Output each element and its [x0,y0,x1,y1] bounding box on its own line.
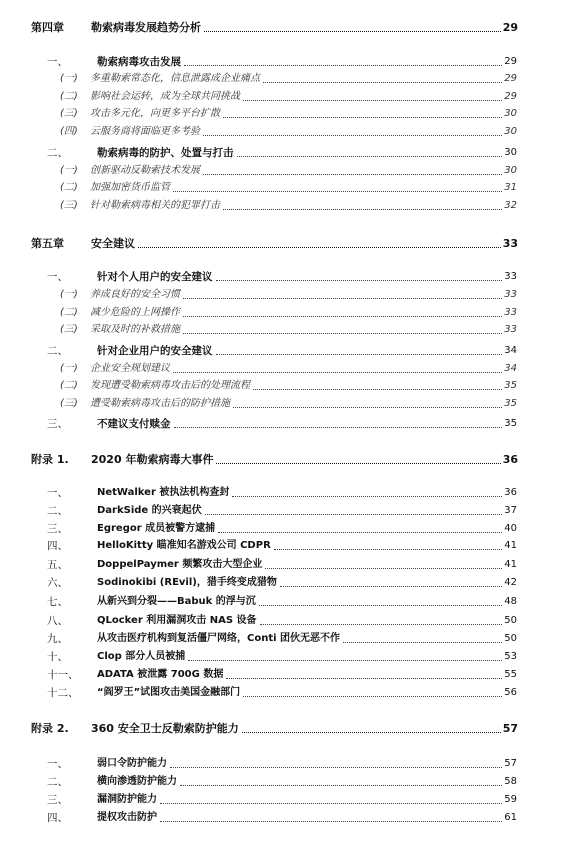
toc-entry-title: 勒索病毒的防护、处置与打击 [97,147,234,159]
toc-entry-title: 不建议支付赎金 [97,418,171,430]
toc-dot-leader [205,513,503,515]
toc-section-entry[interactable] [0,520,566,536]
toc-dot-leader [223,208,502,210]
toc-entry-title: 多重勒索常态化，信息泄露成企业痛点 [90,73,260,84]
toc-page-number: 31 [504,182,517,193]
toc-entry-title: 针对个人用户的安全建议 [97,271,213,283]
toc-dot-leader [280,585,502,587]
toc-dot-leader [203,134,502,136]
toc-page-number: 53 [504,651,517,662]
toc-entry-title: 减少危险的上网操作 [90,307,180,318]
toc-entry-number: 六、 [47,577,68,589]
toc-entry-title: 云服务商将面临更多考验 [90,126,200,137]
toc-entry-number: 二、 [47,147,68,159]
toc-entry-title: NetWalker 被执法机构查封 [97,487,230,498]
toc-page-number: 33 [504,324,517,335]
toc-chapter-entry[interactable] [0,720,566,736]
toc-dot-leader [237,155,503,157]
toc-subsection-entry[interactable] [0,88,566,104]
toc-subsection-entry[interactable] [0,179,566,195]
toc-entry-title: 企业安全规划建议 [90,363,170,374]
toc-section-entry[interactable] [0,268,566,284]
toc-dot-leader [160,820,502,822]
toc-dot-leader [233,406,502,408]
toc-entry-title: 提权攻击防护 [97,812,157,823]
toc-dot-leader [242,731,501,733]
toc-section-entry[interactable] [0,791,566,807]
toc-dot-leader [138,246,501,248]
toc-entry-number: 一、 [47,487,68,499]
toc-entry-title: HelloKitty 瞄准知名游戏公司 CDPR [97,540,271,551]
toc-entry-title: 遭受勒索病毒攻击后的防护措施 [90,398,230,409]
toc-section-entry[interactable] [0,484,566,500]
toc-page-number: 61 [504,812,517,823]
toc-entry-number: 十一、 [47,669,79,681]
toc-page-number: 36 [502,453,518,466]
toc-entry-title: DarkSide 的兴衰起伏 [97,505,202,516]
toc-section-entry[interactable] [0,648,566,664]
toc-chapter-entry[interactable] [0,235,566,251]
toc-section-entry[interactable] [0,630,566,646]
toc-dot-leader [216,353,503,355]
toc-entry-title: Sodinokibi (REvil)，猎手终变成猎物 [97,577,277,588]
toc-entry-number: (一) [60,73,78,84]
toc-entry-number: (一) [60,165,78,176]
toc-entry-title: 发现遭受勒索病毒攻击后的处理流程 [90,380,250,391]
toc-page-number: 35 [504,418,517,429]
toc-entry-number: 二、 [47,505,68,517]
toc-page-number: 35 [504,398,517,409]
toc-entry-title: 从攻击医疗机构到复活僵尸网络，Conti 团伙无恶不作 [97,633,341,644]
toc-page-number: 56 [504,687,517,698]
toc-chapter-entry[interactable] [0,451,566,467]
toc-dot-leader [173,371,502,373]
toc-dot-leader [188,659,502,661]
toc-entry-number: (一) [60,363,78,374]
toc-entry-number: 八、 [47,615,68,627]
toc-entry-title: 2020 年勒索病毒大事件 [91,453,214,466]
toc-page-number: 32 [504,200,517,211]
toc-entry-title: 勒索病毒发展趋势分析 [91,21,201,34]
toc-dot-leader [216,462,500,464]
toc-page-number: 30 [504,108,517,119]
toc-dot-leader [174,426,503,428]
toc-entry-number: 二、 [47,776,68,788]
toc-entry-number: 三、 [47,418,68,430]
toc-page-number: 34 [504,363,517,374]
toc-page-number: 58 [504,776,517,787]
toc-section-entry[interactable] [0,755,566,771]
toc-dot-leader [204,30,501,32]
toc-section-entry[interactable] [0,502,566,518]
toc-dot-leader [223,116,502,118]
toc-entry-title: 勒索病毒攻击发展 [97,56,181,68]
toc-dot-leader [218,531,502,533]
toc-dot-leader [260,623,503,625]
toc-entry-title: 安全建议 [91,237,135,250]
toc-chapter-entry[interactable] [0,19,566,35]
toc-entry-title: 从新兴到分裂——Babuk 的浮与沉 [97,596,256,607]
toc-page-number: 35 [504,380,517,391]
toc-dot-leader [183,332,502,334]
toc-page-number: 59 [504,794,517,805]
toc-section-entry[interactable] [0,612,566,628]
toc-entry-title: QLocker 利用漏洞攻击 NAS 设备 [97,615,257,626]
toc-page-number: 57 [504,758,517,769]
toc-section-entry[interactable] [0,556,566,572]
toc-dot-leader [203,173,502,175]
toc-page-number: 33 [502,237,518,250]
toc-page-number: 29 [504,73,517,84]
toc-entry-number: 三、 [47,794,68,806]
toc-subsection-entry[interactable] [0,286,566,302]
toc-dot-leader [183,315,502,317]
toc-page-number: 57 [502,722,518,735]
toc-entry-number: 一、 [47,758,68,770]
toc-section-entry[interactable] [0,144,566,160]
toc-dot-leader [253,388,502,390]
toc-dot-leader [184,64,502,66]
toc-entry-number: (一) [60,289,78,300]
toc-entry-number: 七、 [47,596,68,608]
toc-page-number: 34 [504,345,517,356]
toc-entry-title: 创新驱动反勒索技术发展 [90,165,200,176]
toc-entry-number: (三) [60,324,78,335]
toc-page-number: 33 [504,271,517,282]
toc-dot-leader [274,548,503,550]
toc-page-number: 40 [504,523,517,534]
toc-dot-leader [263,81,502,83]
toc-dot-leader [160,802,502,804]
toc-page-number: 42 [504,577,517,588]
toc-dot-leader [183,297,502,299]
toc-page-number: 33 [504,289,517,300]
toc-page-number: 50 [504,615,517,626]
toc-entry-title: 针对企业用户的安全建议 [97,345,213,357]
toc-subsection-entry[interactable] [0,197,566,213]
toc-dot-leader [216,279,503,281]
toc-section-entry[interactable] [0,593,566,609]
toc-entry-number: 十二、 [47,687,79,699]
toc-page-number: 41 [504,559,517,570]
toc-entry-number: 第五章 [31,237,64,250]
toc-dot-leader [173,190,502,192]
toc-subsection-entry[interactable] [0,360,566,376]
toc-entry-number: 附录 1. [31,453,69,466]
toc-subsection-entry[interactable] [0,377,566,393]
toc-dot-leader [170,766,502,768]
toc-subsection-entry[interactable] [0,70,566,86]
toc-page-number: 48 [504,596,517,607]
toc-dot-leader [259,604,502,606]
toc-entry-number: (二) [60,307,78,318]
toc-entry-title: 攻击多元化，向更多平台扩散 [90,108,220,119]
toc-section-entry[interactable] [0,415,566,431]
toc-entry-title: 360 安全卫士反勒索防护能力 [91,722,239,735]
toc-page-number: 29 [502,21,518,34]
toc-entry-title: Egregor 成员被警方逮捕 [97,523,216,534]
toc-section-entry[interactable] [0,773,566,789]
toc-entry-title: 影响社会运转，成为全球共同挑战 [90,91,240,102]
toc-entry-number: (二) [60,91,78,102]
toc-subsection-entry[interactable] [0,395,566,411]
toc-dot-leader [226,677,502,679]
toc-entry-number: 一、 [47,56,68,68]
toc-subsection-entry[interactable] [0,105,566,121]
toc-entry-number: 四、 [47,540,68,552]
toc-entry-title: 加强加密货币监管 [90,182,170,193]
toc-entry-title: 横向渗透防护能力 [97,776,177,787]
toc-section-entry[interactable] [0,684,566,700]
toc-entry-number: 四、 [47,812,68,824]
toc-entry-title: 养成良好的安全习惯 [90,289,180,300]
toc-page-number: 30 [504,165,517,176]
toc-page-number: 33 [504,307,517,318]
toc-page-number: 36 [504,487,517,498]
toc-subsection-entry[interactable] [0,304,566,320]
toc-section-entry[interactable] [0,342,566,358]
toc-section-entry[interactable] [0,809,566,825]
toc-subsection-entry[interactable] [0,321,566,337]
toc-entry-number: 九、 [47,633,68,645]
toc-entry-title: 弱口令防护能力 [97,758,167,769]
toc-section-entry[interactable] [0,537,566,553]
toc-dot-leader [180,784,502,786]
toc-entry-title: “阎罗王”试图攻击美国金融部门 [97,687,241,698]
toc-page-number: 37 [504,505,517,516]
toc-page-number: 41 [504,540,517,551]
toc-section-entry[interactable] [0,574,566,590]
toc-dot-leader [343,641,502,643]
toc-dot-leader [265,567,502,569]
toc-section-entry[interactable] [0,53,566,69]
toc-entry-number: 三、 [47,523,68,535]
toc-entry-title: ADATA 被泄露 700G 数据 [97,669,224,680]
toc-entry-number: (三) [60,200,78,211]
toc-dot-leader [243,695,502,697]
toc-entry-title: 采取及时的补救措施 [90,324,180,335]
toc-entry-number: 第四章 [31,21,64,34]
toc-page-number: 55 [504,669,517,680]
toc-entry-title: 漏洞防护能力 [97,794,157,805]
toc-entry-number: 二、 [47,345,68,357]
toc-entry-number: (二) [60,380,78,391]
toc-page-number: 50 [504,633,517,644]
toc-entry-number: (四) [60,126,78,137]
toc-entry-number: (二) [60,182,78,193]
toc-entry-title: DoppelPaymer 频繁攻击大型企业 [97,559,263,570]
toc-subsection-entry[interactable] [0,162,566,178]
toc-page-number: 30 [504,126,517,137]
toc-subsection-entry[interactable] [0,123,566,139]
toc-entry-number: 五、 [47,559,68,571]
toc-dot-leader [243,99,502,101]
toc-section-entry[interactable] [0,666,566,682]
toc-dot-leader [232,495,502,497]
toc-entry-number: (三) [60,108,78,119]
toc-page-number: 29 [504,91,517,102]
toc-entry-number: 十、 [47,651,68,663]
toc-entry-number: 一、 [47,271,68,283]
toc-entry-number: (三) [60,398,78,409]
toc-page-number: 29 [504,56,517,67]
toc-entry-number: 附录 2. [31,722,69,735]
toc-entry-title: 针对勒索病毒相关的犯罪打击 [90,200,220,211]
toc-entry-title: Clop 部分人员被捕 [97,651,186,662]
toc-page-number: 30 [504,147,517,158]
